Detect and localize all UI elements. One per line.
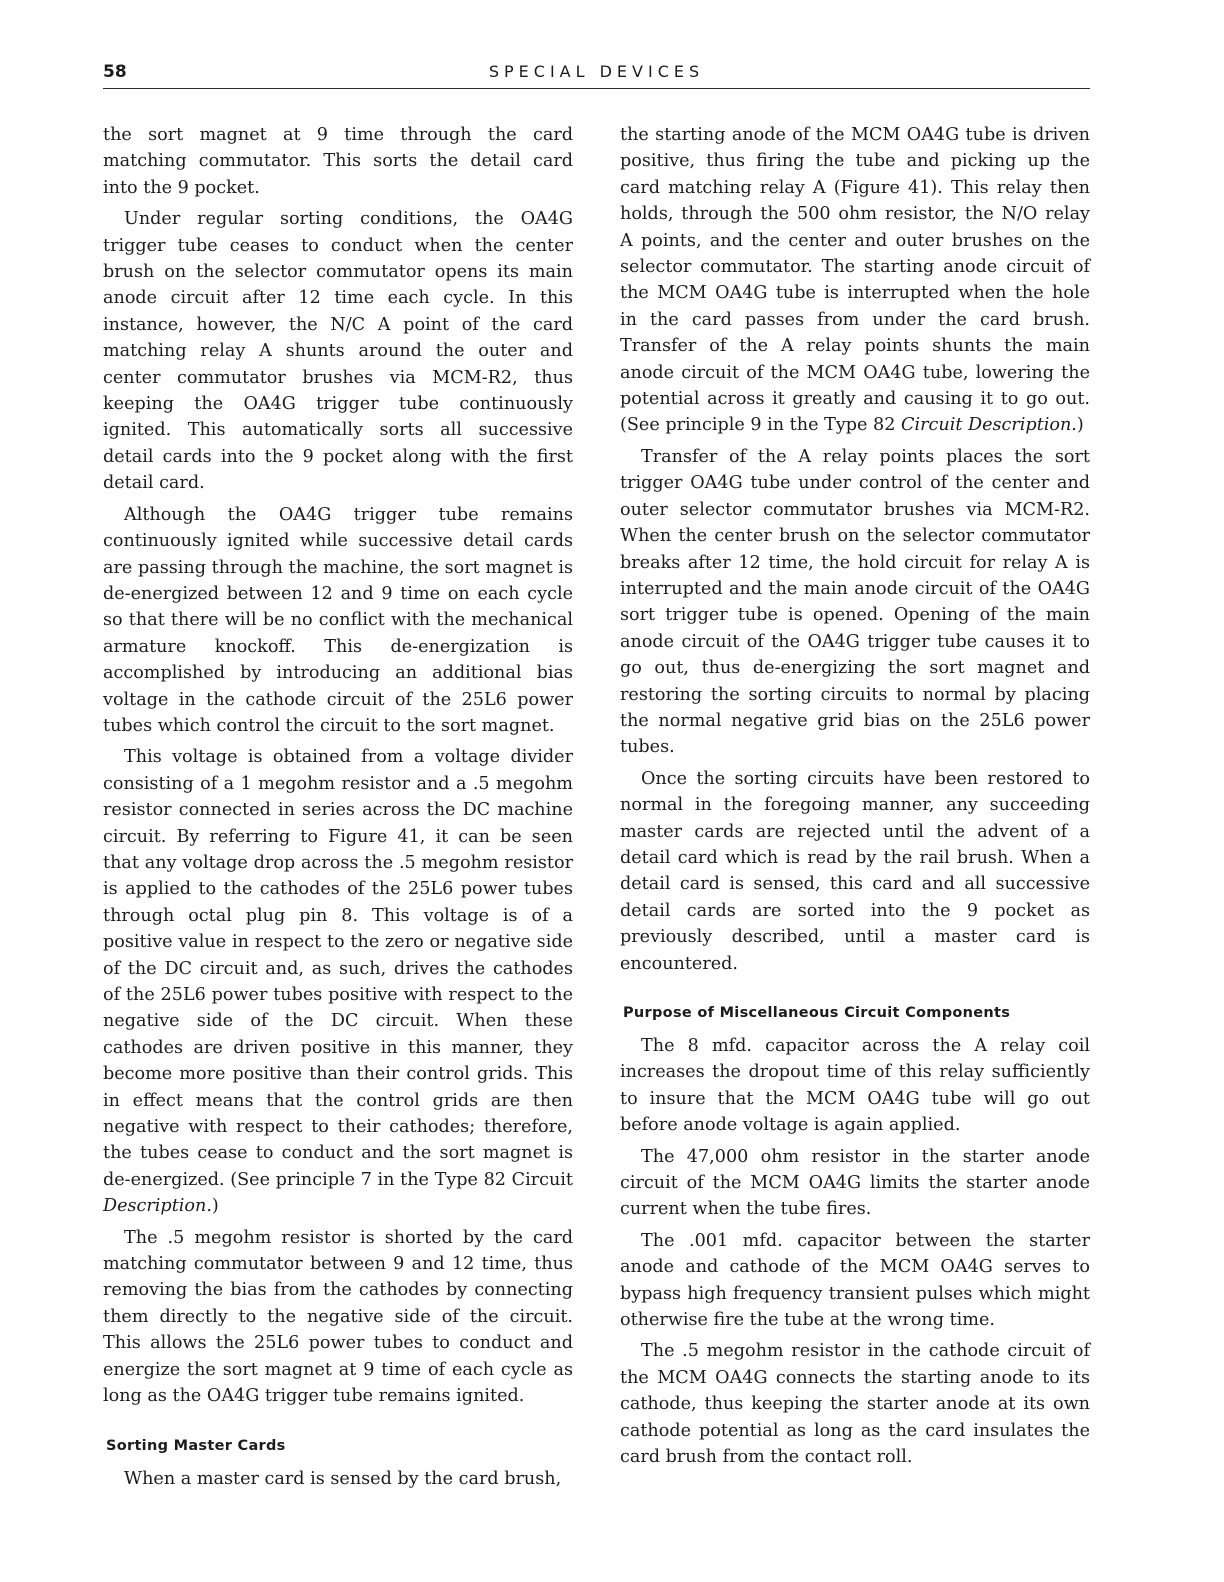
page-number: 58 <box>103 62 127 82</box>
section-heading: Sorting Master Cards <box>106 1437 286 1454</box>
paragraph: When a master card is sensed by the card brush, <box>124 1468 562 1489</box>
paragraph: The .5 megohm resistor in the cathode circuit of the MCM OA4G connects the starting anode to its cathode, thus keeping the starter anode at its own cathode potential as long as the card insulates the card brush from the contact roll. <box>620 1341 1090 1468</box>
right-column <box>620 122 1090 1476</box>
paragraph-text: the starting anode of the MCM OA4G tube is driven positive, thus firing the tube and picking up the card matching relay A (Figure 41). This relay then holds, through the 500 ohm resistor, the N/O relay A points, and the center and outer brushes on the selector commutator. The starting anode circuit of the MCM OA4G tube is interrupted when the hole in the card passes from under the card brush. Transfer of the A relay points shunts the main anode circuit of the MCM OA4G tube, lowering the potential across it greatly and causing it to go out. (See principle 9 in the Type 82 <box>620 125 1090 436</box>
section-heading: Purpose of Miscellaneous Circuit Components <box>623 1005 1011 1021</box>
paragraph: Once the sorting circuits have been restored to normal in the foregoing manner, any succeeding master cards are rejected until the advent of a detail card which is read by the rail brush. When a detail card is sensed, this card and all successive detail cards are sorted into the 9 pocket as previously described, until a master card is encountered. <box>620 768 1090 974</box>
paragraph: The .5 megohm resistor is shorted by the card matching commutator between 9 and 12 time, thus removing the bias from the cathodes by connecting them directly to the negative side of the circuit. This allows the 25L6 power tubes to conduct and energize the sort magnet at 9 time of each cycle as long as the OA4G trigger tube remains ignited. <box>103 1227 573 1407</box>
paragraph: Although the OA4G trigger tube remains continuously ignited while successive detail cards are passing through the machine, the sort magnet is de-energized between 12 and 9 time on each cycle so that there will be no conflict with the mechanical armature knockoff. This de-energization is accomplished by introducing an additional bias voltage in the cathode circuit of the 25L6 power tubes which control the circuit to the sort magnet. <box>103 504 573 736</box>
left-column <box>103 122 573 1497</box>
paragraph: The .001 mfd. capacitor between the starter anode and cathode of the MCM OA4G serves to bypass high frequency transient pulses which might otherwise fire the tube at the wrong time. <box>620 1230 1090 1331</box>
reference-title: Circuit Description. <box>901 415 1077 436</box>
paragraph <box>620 122 1090 439</box>
paragraph-text: This voltage is obtained from a voltage divider consisting of a 1 megohm resistor and a .5 megohm resistor connected in series across the DC machine circuit. By referring to Figure 41, it can be seen that any voltage drop across the .5 megohm resistor is applied to the cathodes of the 25L6 power tubes through octal plug pin 8. This voltage is of a positive value in respect to the zero or negative side of the DC circuit and, as such, drives the cathodes of the 25L6 power tubes positive with respect to the negative side of the DC circuit. When these cathodes are driven positive in this manner, they become more positive than their control grids. This in effect means that the control grids are then negative with respect to their cathodes; therefore, the tubes cease to conduct and the sort magnet is de-energized. (See principle 7 in the Type 82 Circuit <box>103 747 573 1190</box>
paragraph: the sort magnet at 9 time through the card matching commutator. This sorts the detail card into the 9 pocket. <box>103 125 573 198</box>
closing-paren: ) <box>1076 415 1084 436</box>
paragraph: The 47,000 ohm resistor in the starter anode circuit of the MCM OA4G limits the starter anode current when the tube fires. <box>620 1146 1090 1220</box>
paragraph <box>103 744 573 1219</box>
paragraph: Transfer of the A relay points places the sort trigger OA4G tube under control of the center and outer selector commutator brushes via MCM-R2. When the center brush on the selector commutator breaks after 12 time, the hold circuit for relay A is interrupted and the main anode circuit of the OA4G sort trigger tube is opened. Opening of the main anode circuit of the OA4G trigger tube causes it to go out, thus de-energizing the sort magnet and restoring the sorting circuits to normal by placing the normal negative grid bias on the 25L6 power tubes. <box>620 446 1090 758</box>
page-header <box>103 62 1090 89</box>
paragraph: Under regular sorting conditions, the OA4G trigger tube ceases to conduct when the center brush on the selector commutator opens its main anode circuit after 12 time each cycle. In this instance, however, the N/C A point of the card matching relay A shunts around the outer and center commutator brushes via MCM-R2, thus keeping the OA4G trigger tube continuously ignited. This automatically sorts all successive detail cards into the 9 pocket along with the first detail card. <box>103 209 573 494</box>
reference-title: Description. <box>103 1196 212 1217</box>
closing-paren: ) <box>211 1196 219 1217</box>
paragraph: The 8 mfd. capacitor across the A relay coil increases the dropout time of this relay sufficiently to insure that the MCM OA4G tube will go out before anode voltage is again applied. <box>620 1036 1090 1136</box>
running-head: SPECIAL DEVICES <box>488 62 705 81</box>
